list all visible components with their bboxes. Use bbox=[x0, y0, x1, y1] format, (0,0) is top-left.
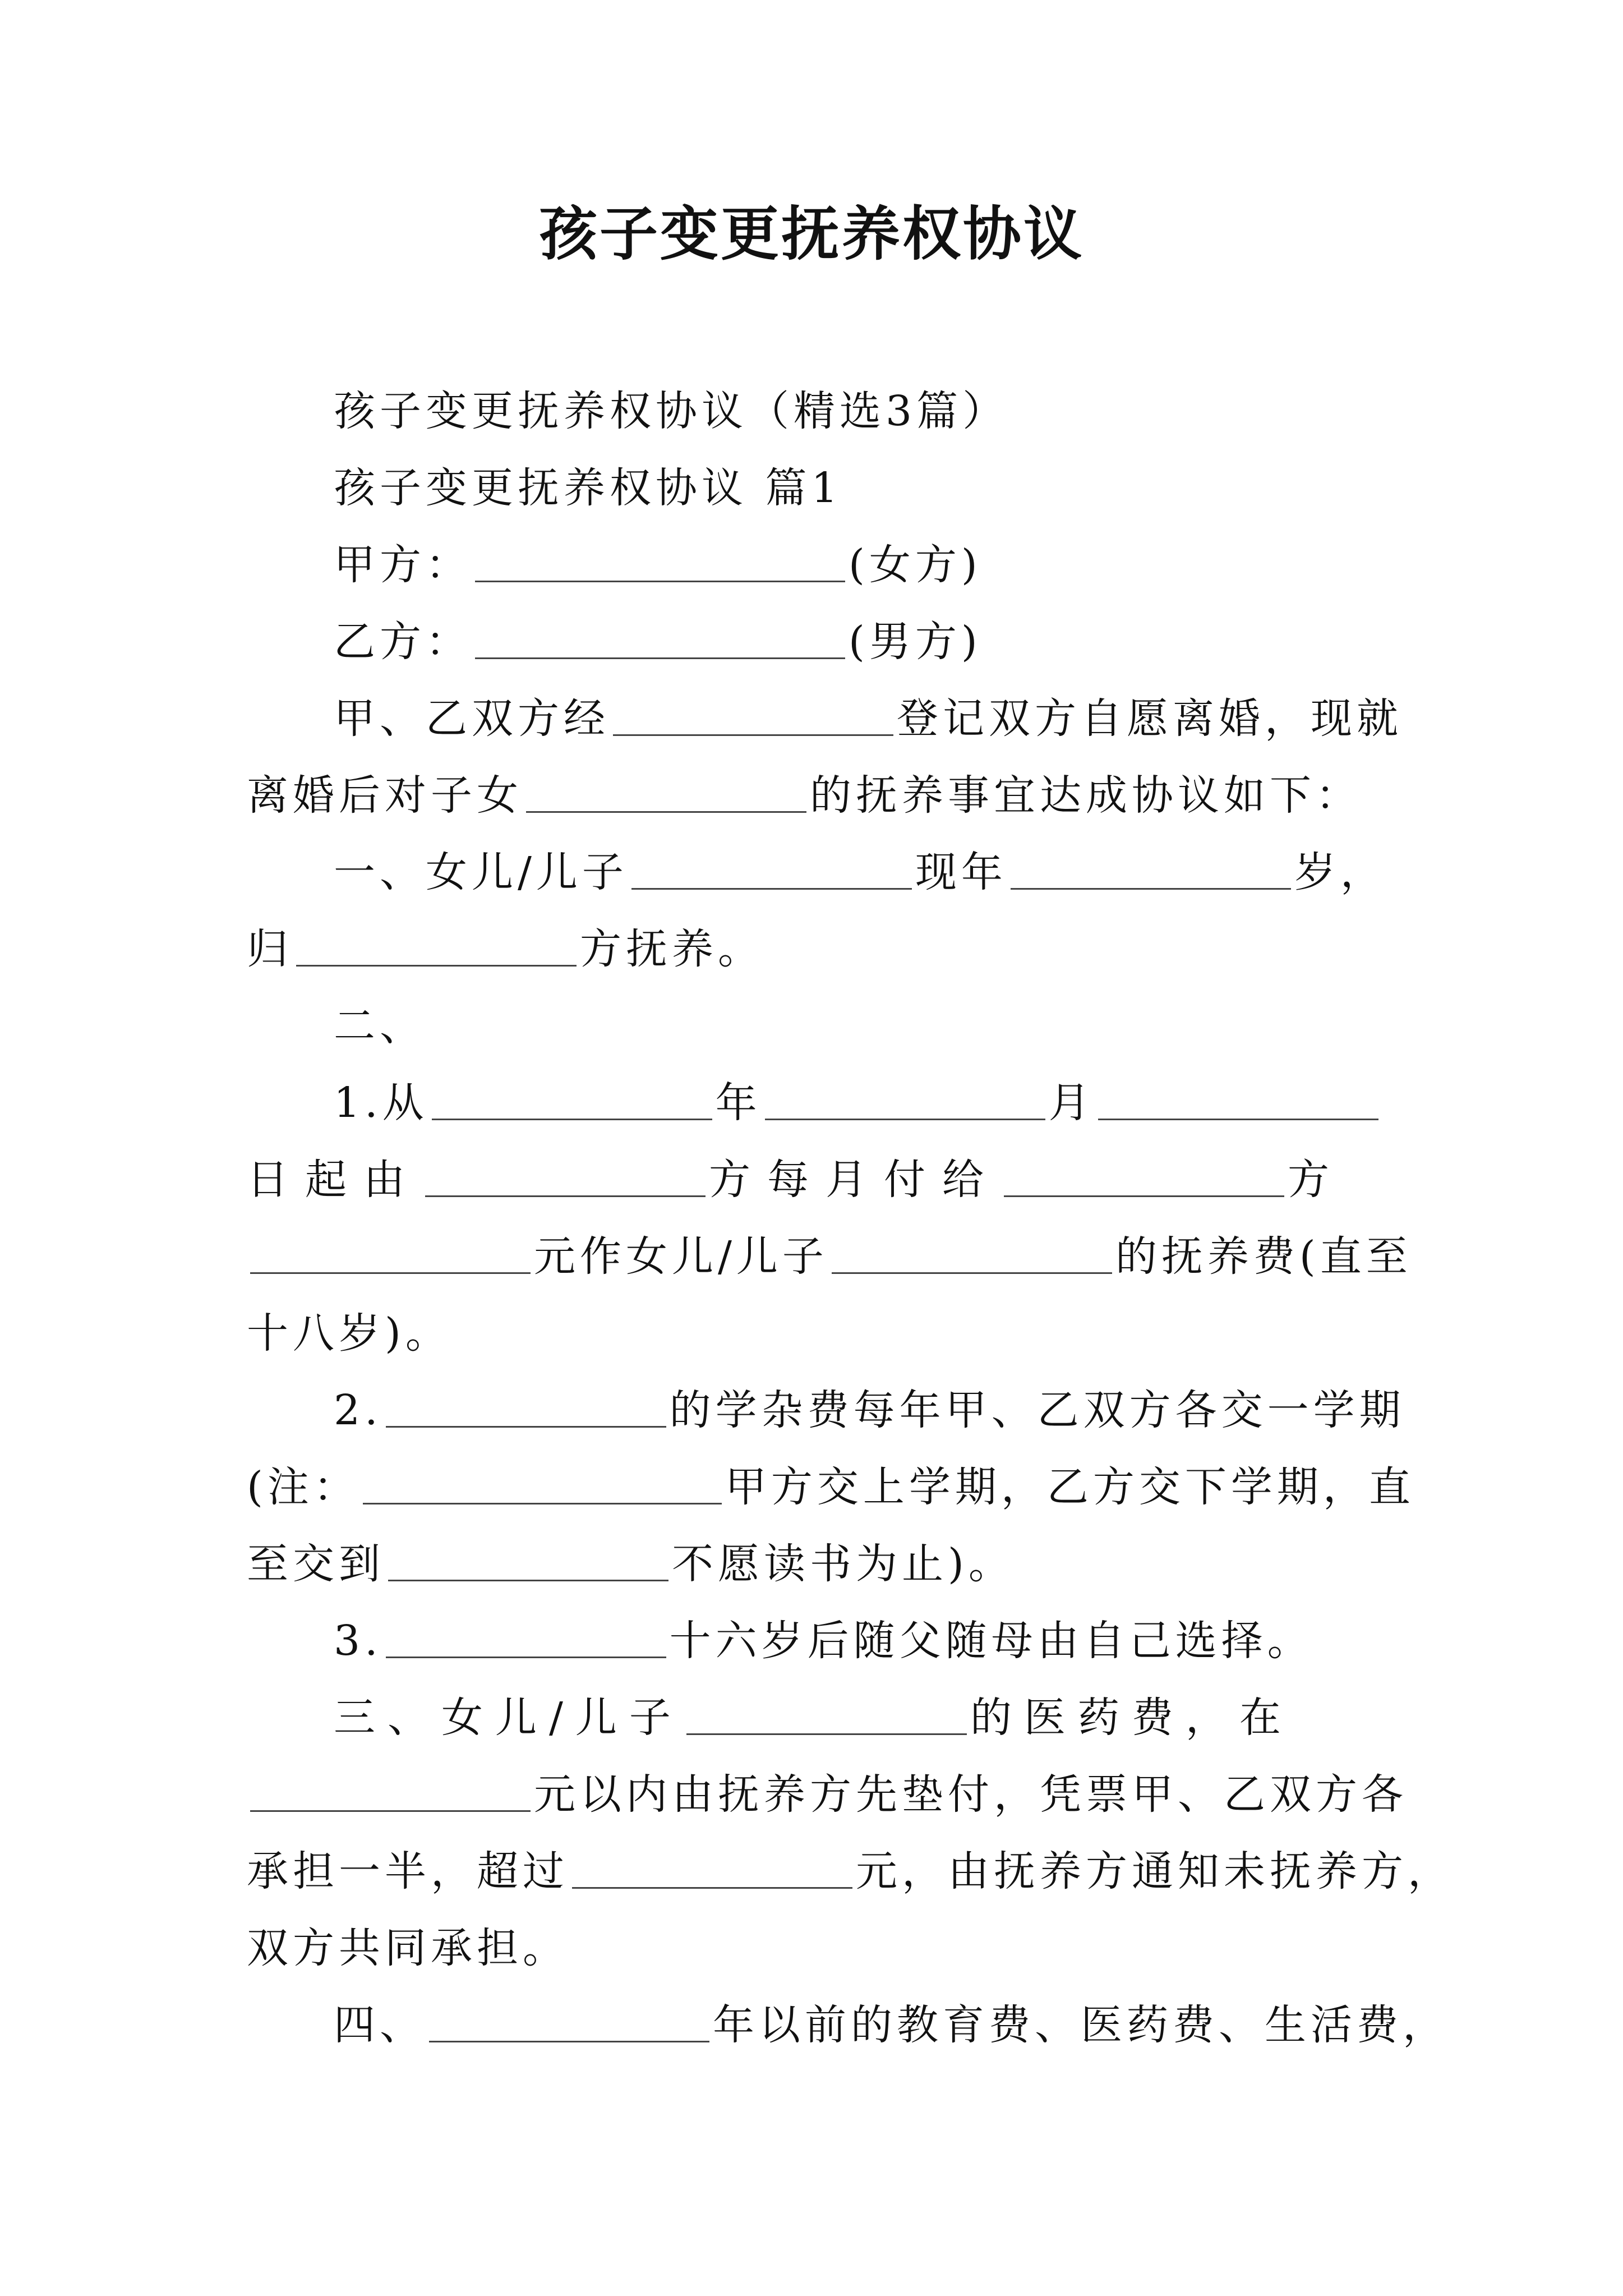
intro-line-2 bbox=[247, 757, 1391, 834]
section-heading-line bbox=[247, 450, 1391, 527]
party-b-line bbox=[247, 604, 1391, 680]
document-title: 孩子变更抚养权协议 bbox=[538, 199, 1084, 268]
clause2-1-line-4 bbox=[247, 1295, 1391, 1372]
clause-text: 甲方交上学期，乙方交下学期，直 bbox=[725, 1463, 1415, 1511]
clause-text: 四、 bbox=[334, 2001, 426, 2049]
clause3-line-3 bbox=[247, 1833, 1454, 1910]
section-heading: 孩子变更抚养权协议 篇1 bbox=[334, 464, 842, 512]
clause2-1-line-1 bbox=[247, 1065, 1391, 1142]
clause-text: 1.从 bbox=[334, 1079, 428, 1127]
subtitle-line bbox=[247, 373, 1391, 450]
blank bbox=[250, 1270, 531, 1274]
blank bbox=[526, 809, 806, 813]
clause-text: 月 bbox=[1048, 1079, 1095, 1127]
clause-text: 岁， bbox=[1294, 848, 1386, 896]
party-b-blank bbox=[475, 655, 845, 659]
clause-text: 归 bbox=[247, 925, 293, 973]
blank bbox=[613, 732, 893, 736]
party-a-label: 甲方： bbox=[334, 541, 472, 589]
blank bbox=[386, 1424, 666, 1428]
clause-text: 3. bbox=[334, 1617, 382, 1665]
clause1-line-2 bbox=[247, 911, 1391, 988]
clause-text: 至交到 bbox=[247, 1540, 385, 1588]
clause3-line-1 bbox=[247, 1680, 1391, 1756]
blank bbox=[386, 1654, 666, 1658]
blank bbox=[1011, 886, 1291, 890]
clause3-line-4 bbox=[247, 1910, 1391, 1987]
clause2-1-line-2 bbox=[247, 1142, 1391, 1218]
clause-text: 元作女儿/儿子 bbox=[534, 1232, 828, 1281]
blank bbox=[388, 1577, 668, 1581]
intro-text: 登记双方自愿离婚，现就 bbox=[897, 694, 1403, 743]
clause-heading: 二、 bbox=[334, 1002, 426, 1050]
clause-text: 的抚养费(直至 bbox=[1115, 1232, 1412, 1281]
clause2-2-line-3 bbox=[247, 1526, 1391, 1603]
clause-text: 方抚养。 bbox=[580, 925, 764, 973]
clause-text: 年以前的教育费、医药费、生活费， bbox=[713, 2001, 1449, 2049]
clause-text: 双方共同承担。 bbox=[247, 1924, 569, 1972]
clause-text: 年 bbox=[715, 1079, 762, 1127]
document-body bbox=[247, 373, 1454, 2064]
blank bbox=[832, 1270, 1112, 1274]
clause2-2-line-2 bbox=[247, 1449, 1415, 1526]
blank bbox=[572, 1885, 852, 1889]
clause-text: 的医药费，在 bbox=[970, 1694, 1293, 1742]
clause2-2-line-1 bbox=[247, 1372, 1405, 1449]
blank bbox=[1004, 1193, 1284, 1197]
blank bbox=[429, 2039, 709, 2042]
party-a-line bbox=[247, 527, 1391, 604]
clause-text: 现年 bbox=[915, 848, 1007, 896]
blank bbox=[432, 1116, 712, 1120]
clause2-1-line-3 bbox=[247, 1218, 1412, 1295]
clause3-line-2 bbox=[247, 1756, 1408, 1833]
clause-text: 十六岁后随父随母由自己选择。 bbox=[669, 1617, 1313, 1665]
clause-text: 三、女儿/儿子 bbox=[334, 1694, 683, 1742]
clause2-3-line bbox=[247, 1603, 1391, 1680]
blank bbox=[1098, 1116, 1378, 1120]
blank bbox=[296, 963, 577, 967]
clause4-line-1 bbox=[247, 1987, 1449, 2064]
clause-text: 一、女儿/儿子 bbox=[334, 848, 628, 896]
intro-text: 离婚后对子女 bbox=[247, 771, 523, 820]
clause-text: 十八岁)。 bbox=[247, 1309, 451, 1358]
clause-text: 承担一半，超过 bbox=[247, 1847, 569, 1895]
subtitle: 孩子变更抚养权协议（精选3篇） bbox=[334, 387, 1009, 435]
party-b-label: 乙方： bbox=[334, 618, 472, 666]
blank bbox=[250, 1808, 531, 1812]
clause-text: 元，由抚养方通知未抚养方， bbox=[856, 1847, 1454, 1895]
intro-line-1 bbox=[247, 680, 1403, 757]
clause-text: 方每月付给 bbox=[709, 1156, 1000, 1204]
blank bbox=[363, 1501, 722, 1504]
clause-text: 元以内由抚养方先垫付，凭票甲、乙双方各 bbox=[534, 1770, 1408, 1819]
blank bbox=[765, 1116, 1045, 1120]
party-a-blank bbox=[475, 578, 845, 582]
clause-text: 方 bbox=[1288, 1156, 1346, 1204]
blank bbox=[425, 1193, 706, 1197]
clause-text: (注： bbox=[247, 1463, 359, 1511]
party-b-note: (男方) bbox=[849, 618, 982, 666]
party-a-note: (女方) bbox=[849, 541, 982, 589]
intro-text: 的抚养事宜达成协议如下： bbox=[810, 771, 1362, 820]
blank bbox=[686, 1731, 967, 1735]
clause2-heading-line bbox=[247, 988, 1391, 1065]
clause-text: 日起由 bbox=[247, 1156, 422, 1204]
blank bbox=[631, 886, 912, 890]
intro-text: 甲、乙双方经 bbox=[334, 694, 610, 743]
clause-text: 的学杂费每年甲、乙双方各交一学期 bbox=[669, 1386, 1405, 1434]
clause-text: 2. bbox=[334, 1386, 382, 1434]
clause1-line-1 bbox=[247, 834, 1391, 911]
clause-text: 不愿读书为止)。 bbox=[672, 1540, 1015, 1588]
